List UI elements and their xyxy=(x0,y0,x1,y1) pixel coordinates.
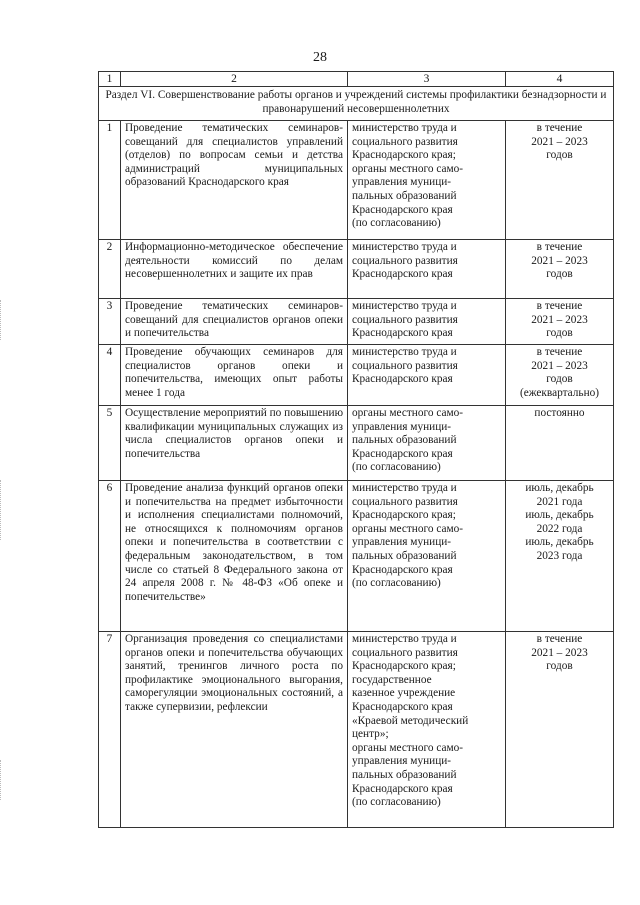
event-cell: Информационно-методическое обеспечение деятельности комиссий по делам несовершеннолетних и защите их прав xyxy=(121,240,348,299)
event-cell: Проведение тематических семинаров-совещаний для специалистов органов опеки и попечительства xyxy=(121,299,348,345)
table-row xyxy=(99,121,614,240)
event-cell: Организация проведения со специалистами органов опеки и попечительства обучающих занятий, тренингов личного роста по профилактике эмоционального выгорания, саморегуляции эмоциональных состояний, а также супервизии, рефлексии xyxy=(121,632,348,828)
row-number: 7 xyxy=(99,632,121,828)
executor-cell: министерство труда и социального развития Краснодарского края xyxy=(348,345,506,406)
table-row xyxy=(99,299,614,345)
period-cell: в течение 2021 – 2023 годов xyxy=(506,240,614,299)
table-row xyxy=(99,240,614,299)
page-number: 28 xyxy=(313,50,327,65)
event-cell: Проведение тематических семинаров-совещаний для специалистов управлений (отделов) по вопросам семьи и детства администраций муниципальных образований Краснодарского края xyxy=(121,121,348,240)
period-cell: в течение 2021 – 2023 годов xyxy=(506,632,614,828)
row-number: 6 xyxy=(99,481,121,632)
column-number: 2 xyxy=(121,72,348,87)
table-row xyxy=(99,481,614,632)
column-number: 3 xyxy=(348,72,506,87)
period-cell: июль, декабрь 2021 года июль, декабрь 2022 года июль, декабрь 2023 года xyxy=(506,481,614,632)
section-title: Раздел VI. Совершенствование работы органов и учреждений системы профилактики безнадзорности и правонарушений несовершеннолетних xyxy=(99,87,614,121)
executor-cell: органы местного само- управления муници- пальных образований Краснодарского края (по согласованию) xyxy=(348,406,506,481)
table-row xyxy=(99,632,614,828)
period-cell: в течение 2021 – 2023 годов (ежеквартально) xyxy=(506,345,614,406)
executor-cell: министерство труда и социального развития Краснодарского края; органы местного само- управления муници- пальных образований Краснодарского края (по согласованию) xyxy=(348,121,506,240)
executor-cell: министерство труда и социального развития Краснодарского края xyxy=(348,240,506,299)
table-row xyxy=(99,406,614,481)
margin-scan-marks-top xyxy=(0,300,9,340)
column-number: 4 xyxy=(506,72,614,87)
column-number-row xyxy=(99,72,614,87)
event-cell: Проведение анализа функций органов опеки и попечительства на предмет избыточности и исполнения специалистами полномочий, не относящихся к полномочиям органов опеки и попечительства в соответствии с федеральным законодательством, в том числе со статьей 8 Федерального закона от 24 апреля 2008 г. № 48-ФЗ «Об опеке и попечительстве» xyxy=(121,481,348,632)
executor-cell: министерство труда и социального развития Краснодарского края xyxy=(348,299,506,345)
row-number: 1 xyxy=(99,121,121,240)
event-cell: Осуществление мероприятий по повышению квалификации муниципальных служащих из числа специалистов органов опеки и попечительства xyxy=(121,406,348,481)
column-number: 1 xyxy=(99,72,121,87)
margin-scan-marks-middle xyxy=(0,480,9,540)
period-cell: в течение 2021 – 2023 годов xyxy=(506,299,614,345)
event-cell: Проведение обучающих семинаров для специалистов органов опеки и попечительства, имеющих опыт работы менее 1 года xyxy=(121,345,348,406)
plan-table xyxy=(98,71,614,828)
section-row xyxy=(99,87,614,121)
period-cell: в течение 2021 – 2023 годов xyxy=(506,121,614,240)
executor-cell: министерство труда и социального развития Краснодарского края; государственное казенное учреждение Краснодарского края «Краевой методический центр»; органы местного само- управления муници- пальных образований Краснодарского края (по согласованию) xyxy=(348,632,506,828)
executor-cell: министерство труда и социального развития Краснодарского края; органы местного само- управления муници- пальных образований Краснодарского края (по согласованию) xyxy=(348,481,506,632)
row-number: 2 xyxy=(99,240,121,299)
row-number: 4 xyxy=(99,345,121,406)
period-cell: постоянно xyxy=(506,406,614,481)
margin-scan-marks-bottom xyxy=(0,760,9,800)
row-number: 3 xyxy=(99,299,121,345)
table-row xyxy=(99,345,614,406)
row-number: 5 xyxy=(99,406,121,481)
